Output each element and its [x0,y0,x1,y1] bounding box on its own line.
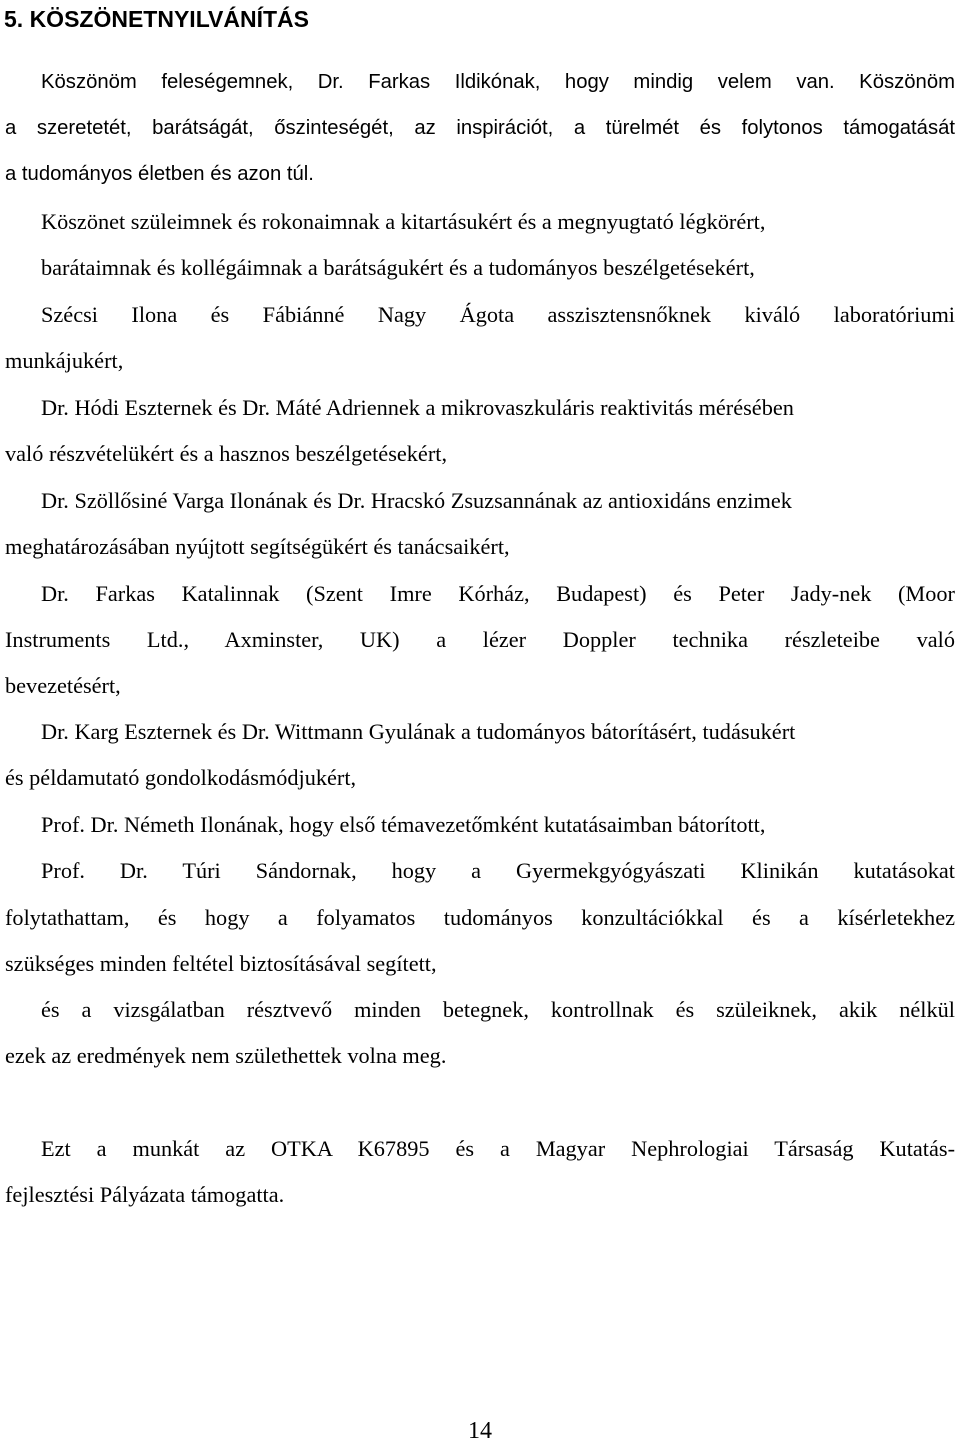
paragraph-line: Prof. Dr. Túri Sándornak, hogy a Gyermekgyógyászati Klinikán kutatásokat [41,858,955,883]
paragraph-line: Köszönet szüleimnek és rokonaimnak a kitartásukért és a megnyugtató légkörért, [41,209,766,234]
page-number: 14 [468,1418,492,1444]
paragraph-line: munkájukért, [5,348,124,373]
paragraph-line: Dr. Szöllősiné Varga Ilonának és Dr. Hracskó Zsuzsannának az antioxidáns enzimek [41,488,792,513]
paragraph-line: folytathattam, és hogy a folyamatos tudományos konzultációkkal és a kísérletekhez [5,905,955,930]
paragraph-line: a szeretetét, barátságát, őszinteségét, az inspirációt, a türelmét és folytonos támogatását [5,117,955,139]
paragraph-line: Dr. Farkas Katalinnak (Szent Imre Kórház, Budapest) és Peter Jady-nek (Moor [41,581,955,606]
paragraph-line: a tudományos életben és azon túl. [5,163,314,185]
paragraph-line: bevezetésért, [5,673,121,698]
paragraph-line: való részvételükért és a hasznos beszélgetésekért, [5,441,448,466]
paragraph-line: Instruments Ltd., Axminster, UK) a lézer Doppler technika részleteibe való [5,627,955,652]
paragraph-line: meghatározásában nyújtott segítségükért és tanácsaikért, [5,534,510,559]
paragraph-line: szükséges minden feltétel biztosításával segített, [5,951,437,976]
paragraph-line: Dr. Hódi Eszternek és Dr. Máté Adriennek a mikrovaszkuláris reaktivitás mérésében [41,395,794,420]
paragraph-line: és a vizsgálatban résztvevő minden betegnek, kontrollnak és szüleiknek, akik nélkül [41,997,955,1022]
section-heading: 5. KÖSZÖNETNYILVÁNÍTÁS [4,6,309,32]
paragraph-line: Köszönöm feleségemnek, Dr. Farkas Ildikónak, hogy mindig velem van. Köszönöm [41,71,955,93]
paragraph-line: barátaimnak és kollégáimnak a barátságukért és a tudományos beszélgetésekért, [41,255,755,280]
paragraph-line: Szécsi Ilona és Fábiánné Nagy Ágota asszisztensnőknek kiváló laboratóriumi [41,302,955,327]
paragraph-line: Prof. Dr. Németh Ilonának, hogy első témavezetőmként kutatásaimban bátorított, [41,812,766,837]
paragraph-line: Dr. Karg Eszternek és Dr. Wittmann Gyulának a tudományos bátorításért, tudásukért [41,719,796,744]
paragraph-line: fejlesztési Pályázata támogatta. [5,1182,285,1207]
paragraph-line: Ezt a munkát az OTKA K67895 és a Magyar Nephrologiai Társaság Kutatás- [41,1136,955,1161]
paragraph-line: és példamutató gondolkodásmódjukért, [5,765,357,790]
paragraph-line: ezek az eredmények nem születhettek volna meg. [5,1043,447,1068]
